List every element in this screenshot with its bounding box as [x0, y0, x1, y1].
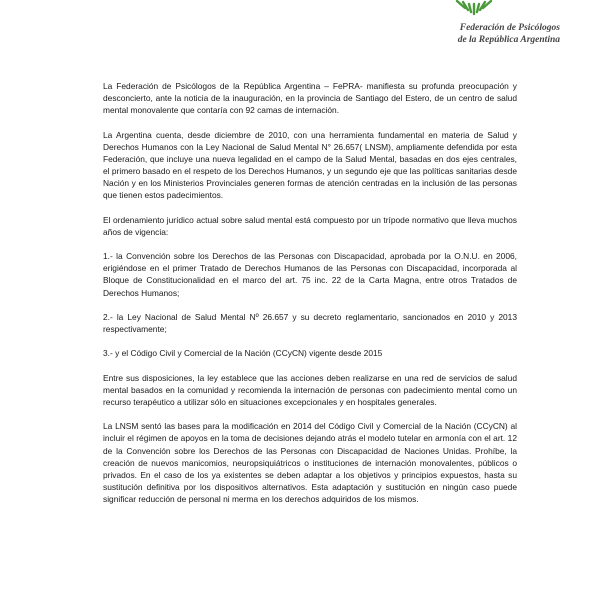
federation-leaf-logo-icon: [450, 0, 498, 18]
paragraph-lnsm-reforms: La LNSM sentó las bases para la modificación en 2014 del Código Civil y Comercial de la Nación (CCyCN) al incluir el régimen de apoyos en la toma de decisiones dejando atrás el modelo tutelar en armonía con el art. 12 de la Convención sobre los Derechos de las Personas con Discapacidad de Naciones Unidas. Prohíbe, la creación de nuevos manicomios, neuropsiquiátricos o instituciones de internación monovalentes, públicos o privados. En el caso de los ya existentes se deben adaptar a los objetivos y principios expuestos, hasta su sustitución definitiva por los dispositivos alternativos. Esta adaptación y sustitución en ningún caso puede significar reducción de personal ni merma en los derechos adquiridos de los mismos.: [103, 421, 517, 505]
org-name-line2: de la República Argentina: [457, 35, 560, 45]
letterhead: [380, 0, 560, 52]
org-name-line1: Federación de Psicólogos: [459, 23, 560, 33]
paragraph-intro: La Federación de Psicólogos de la República Argentina – FePRA- manifiesta su profunda preocupación y desconcierto, ante la noticia de la inauguración, en la provincia de Santiago del Estero, de un centro de salud mental monovalente que contaría con 92 camas de internación.: [103, 81, 517, 116]
paragraph-item-2: 2.- la Ley Nacional de Salud Mental Nº 26.657 y su decreto reglamentario, sancionados en 2010 y 2013 respectivamente;: [103, 311, 517, 335]
paragraph-law-provisions: Entre sus disposiciones, la ley establece que las acciones deben realizarse en una red de servicios de salud mental basados en la comunidad y recomienda la internación de personas con padecimiento mental como un recurso terapéutico a utilizar sólo en situaciones excepcionales y en hospitales generales.: [103, 372, 517, 407]
paragraph-law-background: La Argentina cuenta, desde diciembre de 2010, con una herramienta fundamental en materia de Salud y Derechos Humanos con la Ley Nacional de Salud Mental N° 26.657( LNSM), ampliamente defendida por esta Federación, que incluye una nueva legalidad en el campo de la Salud Mental, basadas en dos ejes centrales, el primero basado en el respeto de los Derechos Humanos, y un segundo eje que las políticas sanitarias desde Nación y en los Ministerios Provinciales generen formas de atención centradas en la inclusión de las personas que tienen estos padecimientos.: [103, 129, 517, 201]
paragraph-legal-framework: El ordenamiento jurídico actual sobre salud mental está compuesto por un trípode normativo que lleva muchos años de vigencia:: [103, 214, 517, 237]
paragraph-item-3: 3.- y el Código Civil y Comercial de la Nación (CCyCN) vigente desde 2015: [103, 348, 383, 359]
paragraph-item-1: 1.- la Convención sobre los Derechos de las Personas con Discapacidad, aprobada por la O.N.U. en 2006, erigiéndose en el primer Tratado de Derechos Humanos de las Personas con Discapacidad, incorporada al Bloque de Constitucionalidad en el marco del art. 75 inc. 22 de la Carta Magna, entre otros Tratados de Derechos Humanos;: [103, 251, 517, 298]
document-body: [103, 80, 517, 505]
